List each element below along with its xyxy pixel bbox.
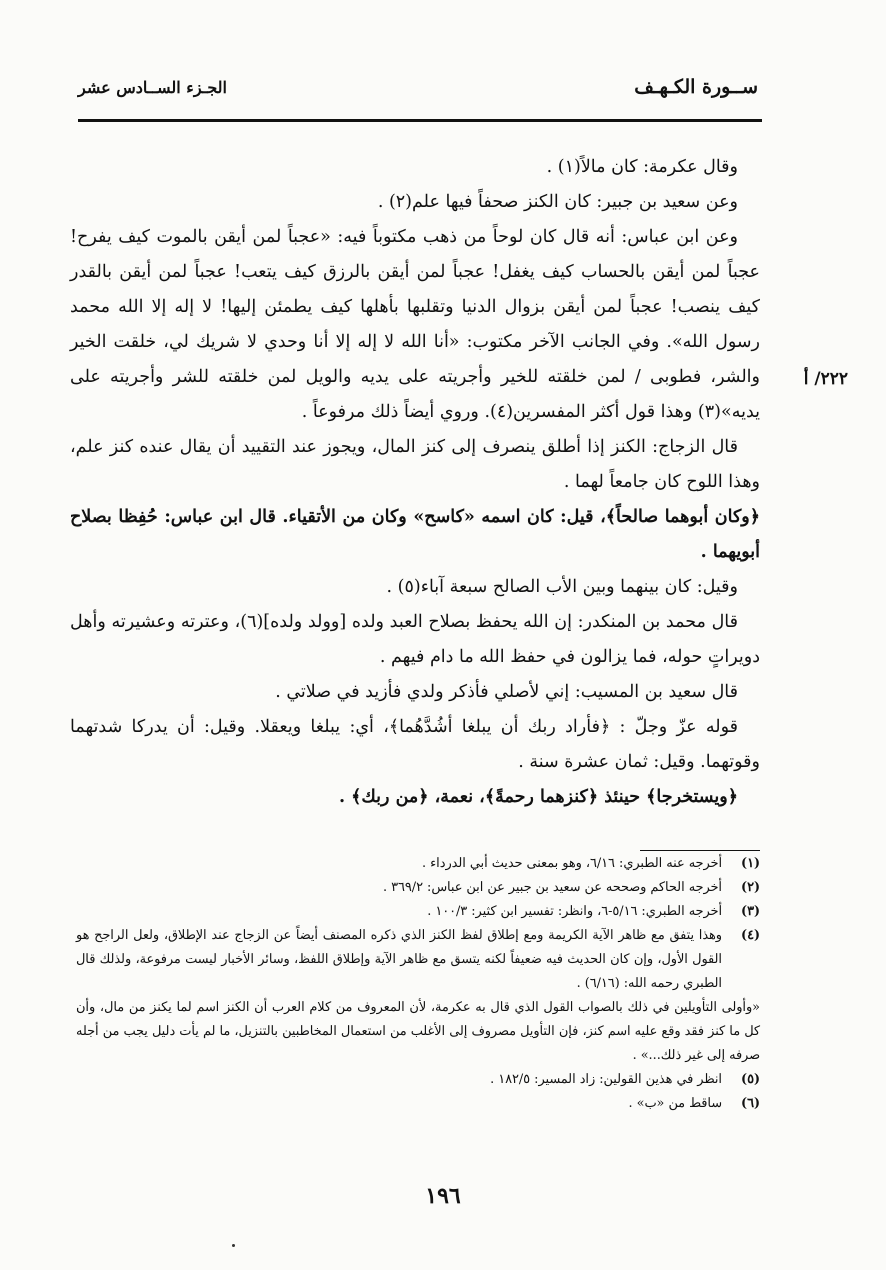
paragraph: قال الزجاج: الكنز إذا أطلق ينصرف إلى كنز المال، ويجوز عند التقييد أن يقال عنده كنز علم، وهذا اللوح كان جامعاً لهما .	[70, 437, 760, 492]
paragraph: وقيل: كان بينهما وبين الأب الصالح سبعة آباء(٥) .	[386, 577, 738, 597]
footnote-number: (٥)	[741, 1072, 760, 1087]
surah-title: ســورة الكـهـف	[634, 76, 758, 98]
footnote-text: انظر في هذين القولين: زاد المسير: ١٨٢/٥ .	[490, 1072, 722, 1087]
footnotes	[76, 852, 760, 1116]
footnote-quote: «وأولى التأويلين في ذلك بالصواب القول الذي قال به عكرمة، لأن المعروف من كلام العرب أن الكنز اسم لما يكنز من مال، وأن كل ما كنز فقد وقع عليه اسم كنز، فإن التأويل مصروف إلى الأغلب من استعمال المخاطبين بالتنزيل، ما لم يأت دليل يجب من أجله صرفه إلى غير ذلك...» .	[76, 1000, 760, 1063]
footnote	[76, 1068, 760, 1092]
footnote-number: (٦)	[741, 1096, 760, 1111]
footnote-number: (٢)	[741, 880, 760, 895]
paragraph: قال سعيد بن المسيب: إني لأصلي فأذكر ولدي فأزيد في صلاتي .	[275, 682, 738, 702]
main-text	[70, 150, 760, 815]
paragraph-verse: قوله عزّ وجلّ : ﴿فأراد ربك أن يبلغا أشُدَّهُما﴾، أي: يبلغا ويعقلا. وقيل: أن يدركا شدتهما وقوتهما. وقيل: ثمان عشرة سنة .	[70, 717, 760, 772]
footnote-text: أخرجه عنه الطبري: ٦/١٦، وهو بمعنى حديث أبي الدرداء .	[422, 856, 722, 871]
footnote	[76, 852, 760, 876]
footnote-number: (١)	[741, 856, 760, 871]
footnote-separator	[640, 850, 760, 851]
footnote	[76, 900, 760, 924]
footnote-text: أخرجه الطبري: ٥/١٦-٦، وانظر: تفسير ابن كثير: ١٠٠/٣ .	[427, 904, 722, 919]
manuscript-folio-note: ٢٢٢/ أ	[803, 369, 848, 389]
juz-title: الجـزء الســادس عشر	[78, 78, 227, 97]
footnote-number: (٣)	[741, 904, 760, 919]
footnote	[76, 924, 760, 996]
footnote	[76, 876, 760, 900]
header-rule	[78, 119, 762, 122]
page-number: ١٩٦	[425, 1183, 461, 1209]
footnote	[76, 1092, 760, 1116]
paragraph: وقال عكرمة: كان مالاً(١) .	[546, 157, 738, 177]
running-header	[78, 68, 758, 108]
footnote-text: أخرجه الحاكم وصححه عن سعيد بن جبير عن ابن عباس: ٣٦٩/٢ .	[383, 880, 722, 895]
footnote-number: (٤)	[741, 928, 760, 943]
paragraph: قال محمد بن المنكدر: إن الله يحفظ بصلاح العبد ولده [وولد ولده](٦)، وعترته وعشيرته وأهل دويراتٍ حوله، فما يزالون في حفظ الله ما دام فيهم .	[70, 612, 760, 667]
footnote-continuation	[76, 996, 760, 1068]
scan-speck	[232, 1244, 235, 1247]
paragraph: وعن ابن عباس: أنه قال كان لوحاً من ذهب مكتوباً فيه: «عجباً لمن أيقن بالموت كيف يفرح! عجباً لمن أيقن بالحساب كيف يغفل! عجباً لمن أيقن بالرزق كيف يتعب! عجباً لمن أيقن بالقدر كيف ينصب! عجباً لمن أيقن بزوال الدنيا وتقلبها بأهلها كيف يطمئن إليها! لا إله إلا الله محمد رسول الله». وفي الجانب الآخر مكتوب: «أنا الله لا إله إلا أنا وحدي لا شريك لي، خلقت الخير والشر، فطوبى / لمن خلقته للخير وأجريته على يديه والويل لمن خلقته للشر وأجريته على يديه»(٣) وهذا قول أكثر المفسرين(٤). وروي أيضاً ذلك مرفوعاً .	[70, 227, 760, 422]
footnote-text: وهذا يتفق مع ظاهر الآية الكريمة ومع إطلاق لفظ الكنز الذي ذكره المصنف أيضاً عن الزجاج عند الإطلاق، ولعل الراجح هو القول الأول، وإن كان الحديث فيه ضعيفاً لكنه يتسق مع ظاهر الآية وإطلاق اللفظ، وسائر الأخبار ليست مرفوعة، ولذلك قال الطبري رحمه الله: (٦/١٦) .	[76, 928, 722, 991]
paragraph-verse: ﴿وكان أبوهما صالحاً﴾، قيل: كان اسمه «كاسح» وكان من الأتقياء. قال ابن عباس: حُفِظا بصلاح أبويهما .	[70, 507, 760, 562]
paragraph: وعن سعيد بن جبير: كان الكنز صحفاً فيها علم(٢) .	[377, 192, 738, 212]
paragraph-verse: ﴿ويستخرجا﴾ حينئذ ﴿كنزهما رحمةً﴾، نعمة، ﴿من ربك﴾ .	[338, 787, 738, 807]
footnote-text: ساقط من «ب» .	[628, 1096, 722, 1111]
